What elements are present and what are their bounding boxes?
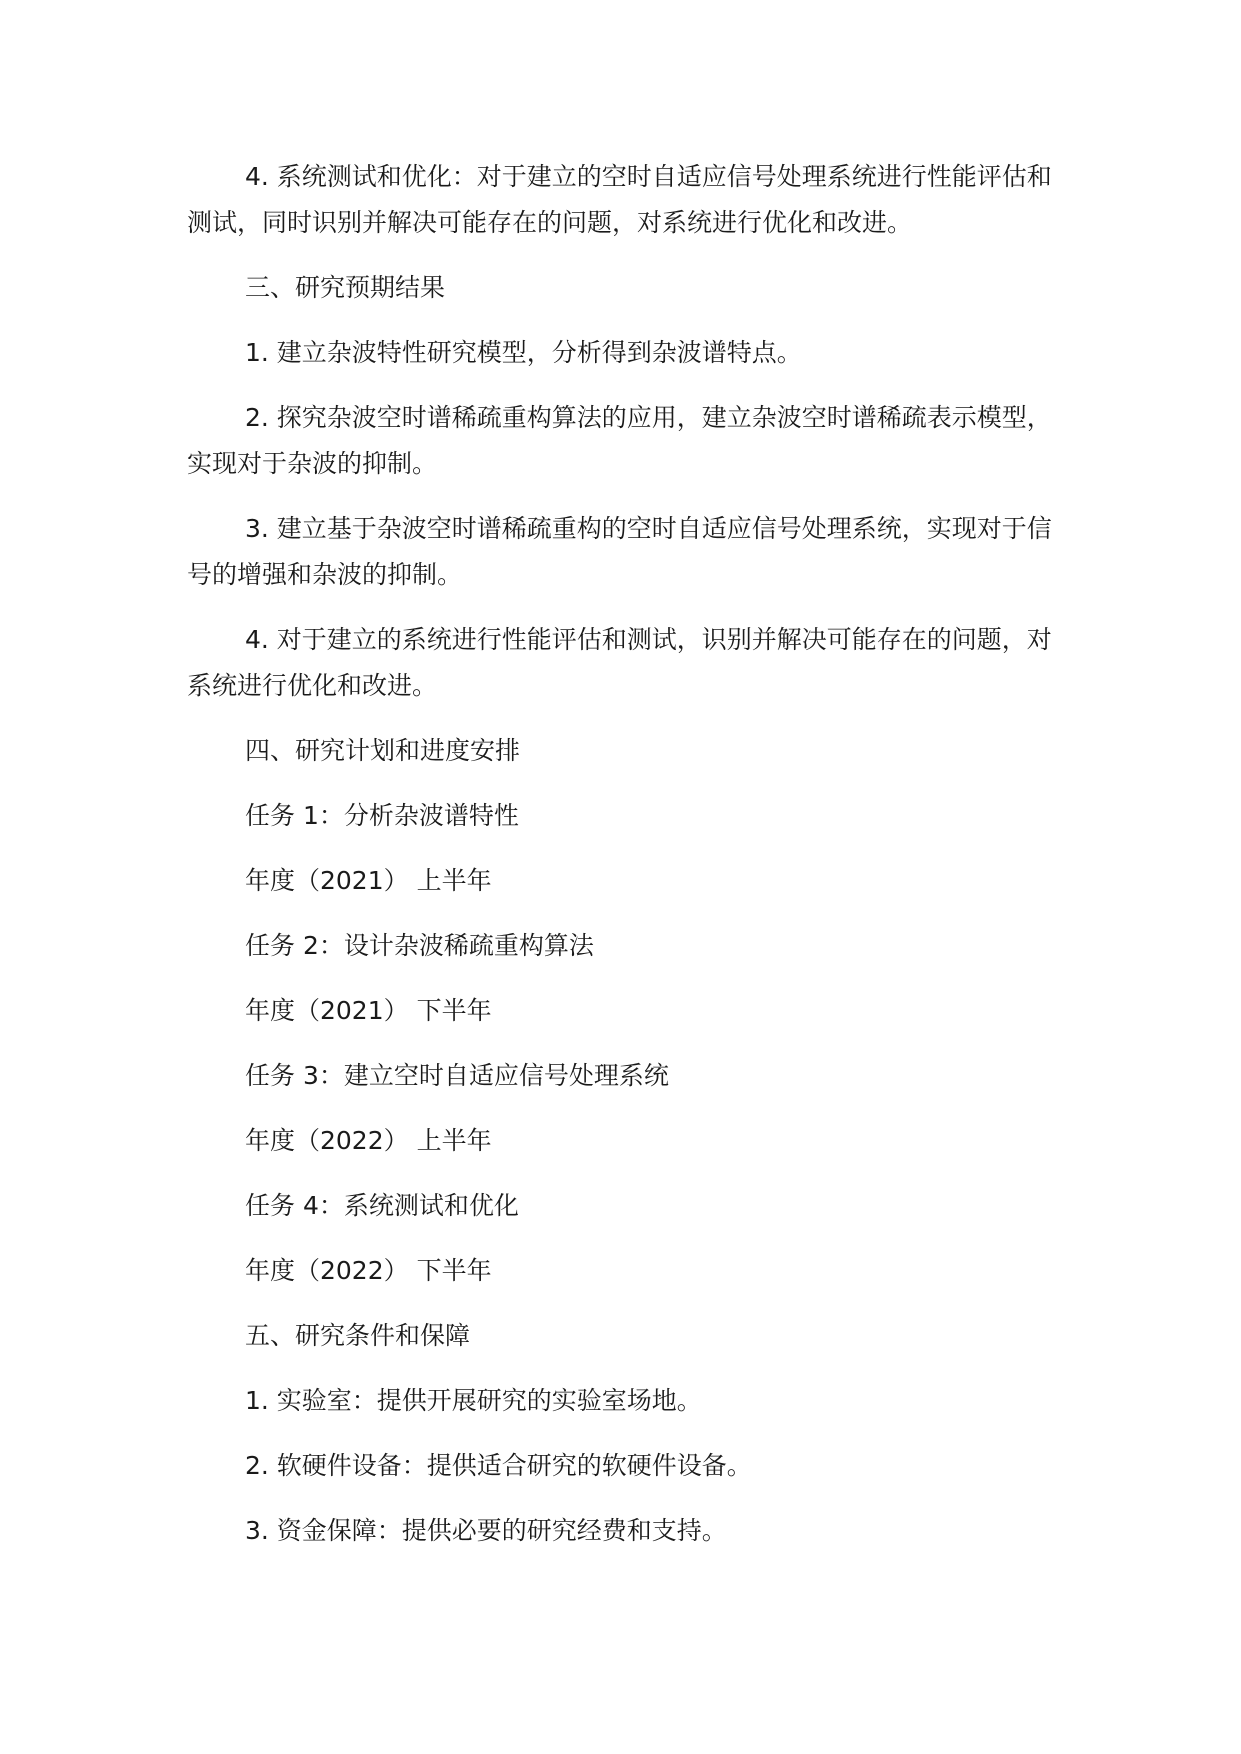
condition-lab: 1. 实验室：提供开展研究的实验室场地。 bbox=[245, 1386, 702, 1415]
section-heading-conditions: 五、研究条件和保障 bbox=[245, 1321, 471, 1350]
document-body bbox=[187, 154, 1067, 1573]
condition-equipment: 2. 软硬件设备：提供适合研究的软硬件设备。 bbox=[245, 1451, 752, 1480]
plan-period-3: 年度（2022） 上半年 bbox=[245, 1126, 492, 1155]
plan-period-1: 年度（2021） 上半年 bbox=[245, 866, 492, 895]
plan-task-4: 任务 4：系统测试和优化 bbox=[245, 1191, 519, 1220]
paragraph-task4-description: 4. 系统测试和优化：对于建立的空时自适应信号处理系统进行性能评估和测试，同时识别并解决可能存在的问题，对系统进行优化和改进。 bbox=[187, 162, 1052, 237]
section-heading-expected-results: 三、研究预期结果 bbox=[245, 273, 446, 302]
paragraph-result-2: 2. 探究杂波空时谱稀疏重构算法的应用，建立杂波空时谱稀疏表示模型，实现对于杂波的抑制。 bbox=[187, 403, 1052, 478]
plan-task-2: 任务 2：设计杂波稀疏重构算法 bbox=[245, 931, 594, 960]
plan-task-3: 任务 3：建立空时自适应信号处理系统 bbox=[245, 1061, 669, 1090]
paragraph-result-1: 1. 建立杂波特性研究模型，分析得到杂波谱特点。 bbox=[245, 338, 802, 367]
section-heading-research-plan: 四、研究计划和进度安排 bbox=[245, 736, 521, 765]
plan-period-4: 年度（2022） 下半年 bbox=[245, 1256, 492, 1285]
plan-task-1: 任务 1：分析杂波谱特性 bbox=[245, 801, 519, 830]
paragraph-result-4: 4. 对于建立的系统进行性能评估和测试，识别并解决可能存在的问题，对系统进行优化和改进。 bbox=[187, 625, 1052, 700]
plan-period-2: 年度（2021） 下半年 bbox=[245, 996, 492, 1025]
paragraph-result-3: 3. 建立基于杂波空时谱稀疏重构的空时自适应信号处理系统，实现对于信号的增强和杂波的抑制。 bbox=[187, 514, 1052, 589]
condition-funding: 3. 资金保障：提供必要的研究经费和支持。 bbox=[245, 1516, 727, 1545]
